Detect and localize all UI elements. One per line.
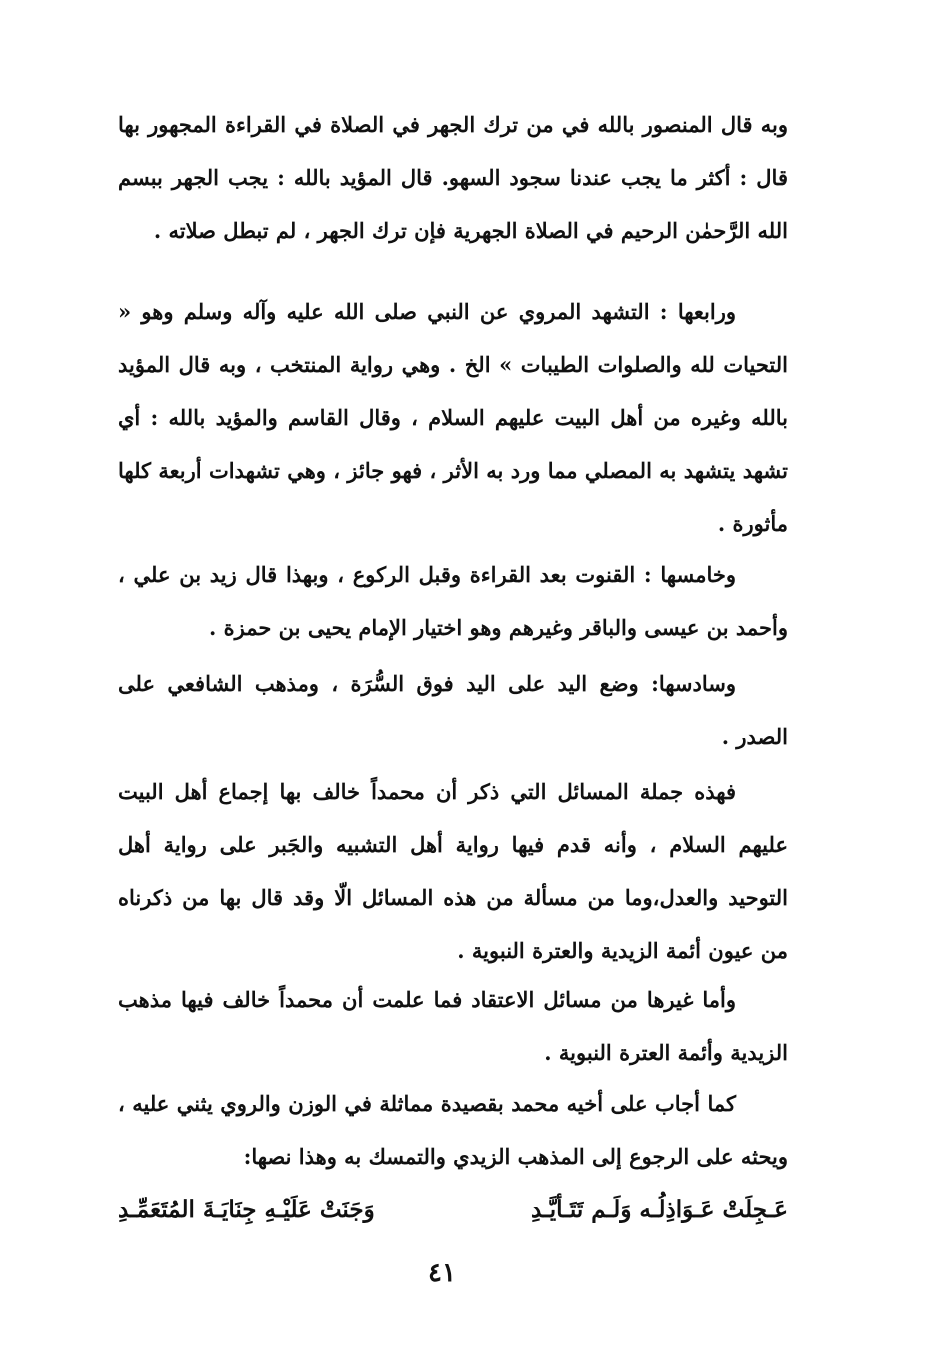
paragraph-fourth-tashahhud (118, 285, 788, 550)
paragraph-sixth-hands (118, 657, 788, 763)
poem-second-hemistich: وَجَنَتْ عَلَيْـهِ جِنَايَـةَ المُتَعَمِّـدِ (118, 1196, 375, 1223)
paragraph-creed-issues (118, 973, 788, 1079)
paragraph-mansur-jahr (118, 98, 788, 257)
paragraph-text: كما أجاب على أخيه محمد بقصيدة مماثلة في الوزن والروي يثني عليه ، ويحثه على الرجوع إلى المذهب الزيدي والتمسك به وهذا نصها: (118, 1091, 788, 1169)
poem-verse (118, 1180, 788, 1240)
paragraph-poem-intro (118, 1077, 788, 1183)
paragraph-text: فهذه جملة المسائل التي ذكر أن محمداً خالف بها إجماع أهل البيت عليهم السلام ، وأنه قدم فيها رواية أهل التشبيه والجَبر على رواية أهل التوحيد والعدل،وما من مسألة من هذه المسائل الّا وقد قال بها من ذكرناه من عيون أئمة الزيدية والعترة النبوية . (118, 779, 788, 963)
paragraph-text: وسادسها: وضع اليد على اليد فوق السُّرَة ، ومذهب الشافعي على الصدر . (118, 671, 788, 749)
paragraph-summary-issues (118, 765, 788, 977)
paragraph-text: وأما غيرها من مسائل الاعتقاد فما علمت أن محمداً خالف فيها مذهب الزيدية وأئمة العترة النبوية . (118, 987, 788, 1065)
paragraph-text: ورابعها : التشهد المروي عن النبي صلى الله عليه وآله وسلم وهو « التحيات لله والصلوات الطيبات » الخ . وهي رواية المنتخب ، وبه قال المؤيد بالله وغيره من أهل البيت عليهم السلام ، وقال القاسم والمؤيد بالله : أي تشهد يتشهد به المصلي مما ورد به الأثر ، فهو جائز ، وهي تشهدات أربعة كلها مأثورة . (118, 299, 788, 536)
poem-first-hemistich: عَـجِلَتْ عَـوَاذِلُـه وَلَـم تَتَـأيَّـدِ (530, 1196, 788, 1223)
paragraph-text: وخامسها : القنوت بعد القراءة وقبل الركوع ، وبهذا قال زيد بن علي ، وأحمد بن عيسى والباقر وغيرهم وهو اختيار الإمام يحيى بن حمزة . (118, 562, 788, 640)
paragraph-fifth-qunut (118, 548, 788, 654)
page-number: ٤١ (428, 1258, 456, 1288)
paragraph-text: وبه قال المنصور بالله في من ترك الجهر في الصلاة في القراءة المجهور بها قال : أكثر ما يجب عندنا سجود السهو. قال المؤيد بالله : يجب الجهر ببسم الله الرَّحمٰن الرحيم في الصلاة الجهرية فإن ترك الجهر ، لم تبطل صلاته . (118, 112, 788, 243)
